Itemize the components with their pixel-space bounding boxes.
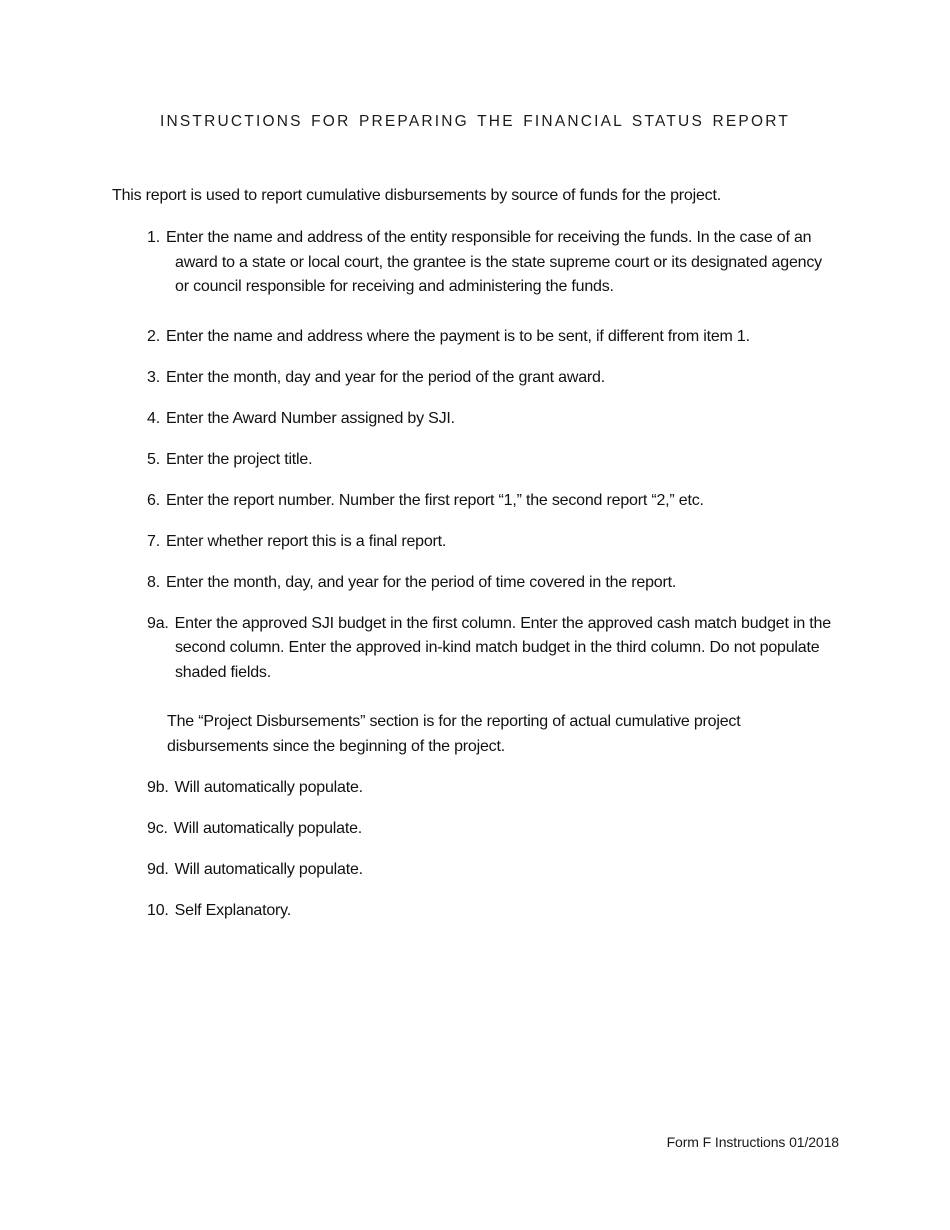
item-number: 9b. <box>147 778 169 796</box>
item-text: Enter whether report this is a final report. <box>165 532 447 550</box>
item-number: 3. <box>147 368 160 386</box>
instruction-item <box>147 858 837 883</box>
item-text: Enter the approved SJI budget in the first column. Enter the approved cash match budget in the second column. Enter the approved in-kind match budget in the third column. Do not populate shaded fields. <box>174 614 831 681</box>
item-number: 10. <box>147 901 169 919</box>
item-number: 7. <box>147 532 160 550</box>
instruction-item <box>147 530 837 555</box>
disbursements-note: The “Project Disbursements” section is for the reporting of actual cumulative project disbursements since the beginning of the project. <box>167 713 741 755</box>
item-number: 9d. <box>147 860 169 878</box>
instruction-item <box>147 489 837 514</box>
instruction-item <box>147 226 837 300</box>
item-number: 9a. <box>147 614 169 632</box>
instruction-item <box>147 612 837 686</box>
instruction-item <box>147 899 837 924</box>
instruction-item <box>147 448 837 473</box>
document-title: INSTRUCTIONS FOR PREPARING THE FINANCIAL STATUS REPORT <box>159 113 790 130</box>
item-text: Will automatically populate. <box>173 819 363 837</box>
item-number: 6. <box>147 491 160 509</box>
item-text: Enter the project title. <box>165 450 313 468</box>
item-text: Enter the Award Number assigned by SJI. <box>165 409 455 427</box>
item-text: Self Explanatory. <box>174 901 292 919</box>
instruction-item <box>147 776 837 801</box>
item-number: 5. <box>147 450 160 468</box>
item-text: Enter the name and address of the entity responsible for receiving the funds. In the case of an award to a state or local court, the grantee is the state supreme court or its designated agency or council responsible for receiving and administering the funds. <box>165 229 822 295</box>
item-number: 1. <box>147 229 160 246</box>
item-number: 2. <box>147 327 160 345</box>
instruction-item <box>147 366 837 391</box>
item-text: Will automatically populate. <box>174 860 363 878</box>
intro-paragraph: This report is used to report cumulative disbursements by source of funds for the project. <box>112 187 721 204</box>
item-text: Will automatically populate. <box>174 778 363 796</box>
instruction-item <box>147 407 837 432</box>
item-number: 8. <box>147 573 160 591</box>
item-number: 4. <box>147 409 160 427</box>
item-text: Enter the name and address where the payment is to be sent, if different from item 1. <box>165 327 750 345</box>
item-number: 9c. <box>147 819 168 837</box>
form-footer: Form F Instructions 01/2018 <box>666 1134 839 1150</box>
item-text: Enter the month, day, and year for the period of time covered in the report. <box>165 573 677 591</box>
instruction-item <box>147 325 837 350</box>
instruction-list <box>147 226 837 940</box>
item-text: Enter the report number. Number the first report “1,” the second report “2,” etc. <box>165 491 704 509</box>
instruction-item <box>147 817 837 842</box>
item-text: Enter the month, day and year for the period of the grant award. <box>165 368 605 386</box>
instruction-item <box>147 571 837 596</box>
